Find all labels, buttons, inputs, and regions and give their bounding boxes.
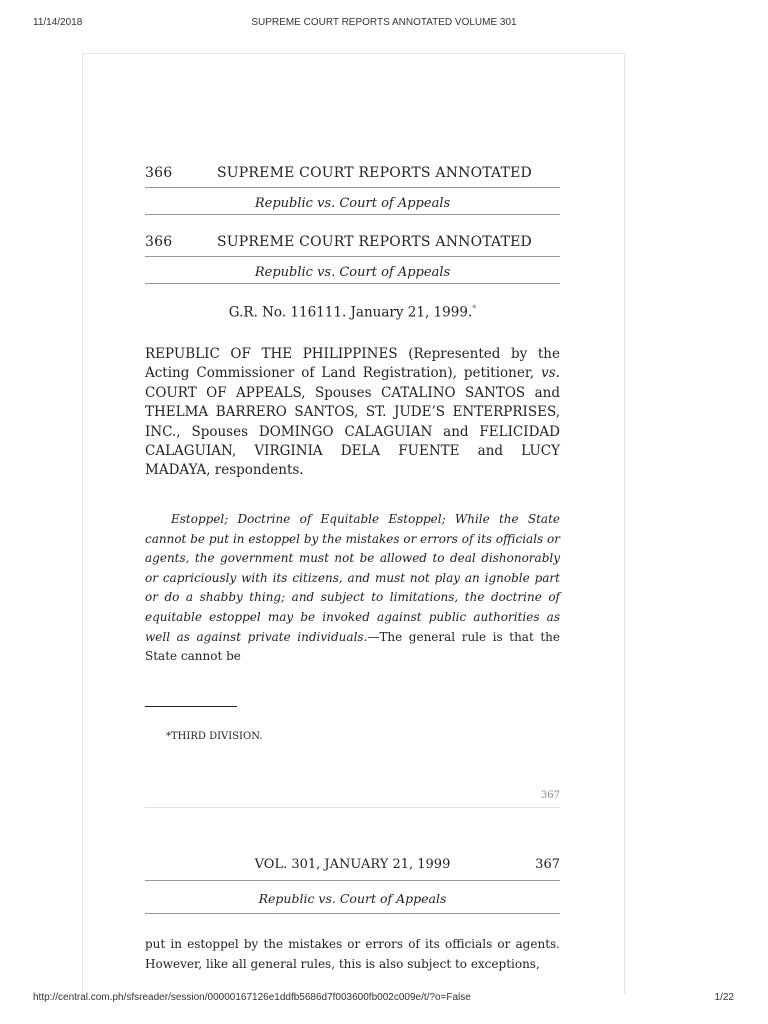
volume-page-number: 367 — [535, 857, 560, 872]
footnote-rule — [145, 706, 237, 707]
syllabus-italic: Estoppel; Doctrine of Equitable Estoppel; While the State cannot be put in estoppel by the mistakes or errors of its officials or agents, the government must not be allowed to deal dishonorably or capriciously with its citizens, and must not play an ignoble part or do a shabby thing; and subject to limitations, the doctrine of equitable estoppel may be invoked against public authorities as well as against private individuals. — [145, 512, 560, 644]
running-head-page-number: 366 — [145, 234, 173, 250]
case-parties — [145, 345, 560, 481]
parties-petitioner: REPUBLIC OF THE PHILIPPINES (Represented by the Acting Commissioner of Land Registration), petitioner, — [145, 346, 560, 382]
parties-respondents: COURT OF APPEALS, Spouses CATALINO SANTOS and THELMA BARRERO SANTOS, ST. JUDE’S ENTERPRISES, INC., Spouses DOMINGO CALAGUIAN and FELICIDAD CALAGUIAN, VIRGINIA DELA FUENTE and LUCY MADAYA, respondents. — [145, 384, 560, 479]
print-footer — [0, 992, 768, 1006]
volume-line: VOL. 301, JANUARY 21, 1999 — [254, 857, 451, 872]
running-head-subtitle: Republic vs. Court of Appeals — [254, 196, 451, 211]
page-divider — [145, 807, 560, 808]
body-paragraph: put in estoppel by the mistakes or errors of its officials or agents. However, like all general rules, this is also subject to exceptions, — [145, 937, 560, 971]
case-number-date — [145, 304, 560, 321]
running-head-title: SUPREME COURT REPORTS ANNOTATED — [217, 165, 532, 181]
volume-subtitle: Republic vs. Court of Appeals — [258, 891, 447, 906]
print-page-count: 1/22 — [714, 992, 734, 1003]
print-date: 11/14/2018 — [33, 17, 83, 28]
case-number-text: G.R. No. 116111. January 21, 1999. — [228, 304, 473, 321]
print-header — [0, 17, 768, 31]
syllabus-paragraph — [145, 510, 560, 667]
page-marker: 367 — [540, 790, 560, 801]
footnote-text: *THIRD DIVISION. — [166, 731, 263, 742]
footnote-link[interactable]: * — [472, 304, 477, 313]
running-head-page-number: 366 — [145, 165, 173, 181]
syllabus-plain: —The general rule is that the State cannot be — [145, 629, 561, 664]
running-head — [145, 230, 560, 284]
running-head-title: SUPREME COURT REPORTS ANNOTATED — [217, 234, 532, 250]
volume-head — [145, 852, 560, 914]
parties-versus: vs. — [541, 365, 560, 382]
running-head-subtitle: Republic vs. Court of Appeals — [254, 265, 451, 280]
print-url[interactable]: http://central.com.ph/sfsreader/session/00000167126e1ddfb5686d7f003600fb002c009e/t/?o=False — [33, 992, 471, 1003]
running-head — [145, 161, 560, 215]
print-title: SUPREME COURT REPORTS ANNOTATED VOLUME 301 — [251, 17, 517, 28]
